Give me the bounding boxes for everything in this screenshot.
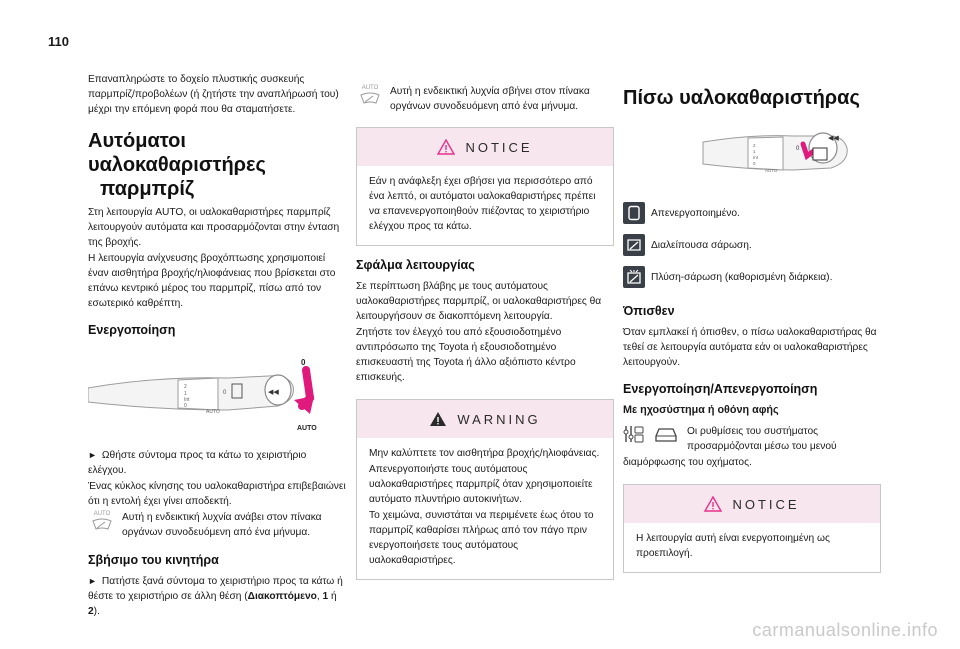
svg-text:◀◀: ◀◀ (268, 389, 279, 396)
rear-wiper-off-icon (623, 202, 645, 224)
notice-header-rear (624, 485, 880, 523)
auto-indicator-off-row (356, 84, 614, 115)
notice-warning-icon (704, 496, 722, 512)
touchscreen-heading: Με ηχοσύστημα ή οθόνη αφής (623, 404, 779, 416)
reverse-heading: Όπισθεν (623, 304, 675, 318)
notice-title-rear: NOTICE (732, 496, 800, 512)
touchscreen-row (623, 424, 881, 455)
warning-box (356, 399, 614, 580)
rear-wiper-stalk-illustration (623, 120, 881, 190)
svg-text:2: 2 (184, 384, 187, 390)
auto-indicator-off-text: Αυτή η ενδεικτική λυχνία σβήνει στον πίνακα οργάνων συνοδευόμενη από ένα μήνυμα. (390, 86, 590, 112)
section-title-rear-wiper: Πίσω υαλοκαθαριστήρας (623, 87, 860, 109)
page-number: 110 (48, 34, 69, 49)
svg-text:0: 0 (223, 390, 227, 396)
activation-confirm-text: Ένας κύκλος κίνησης του υαλοκαθαριστήρα επιβεβαιώνει ότι η εντολή έχει γίνει αποδεκτή. (88, 481, 346, 507)
svg-text:2: 2 (753, 143, 756, 148)
settings-icon (623, 424, 645, 449)
activation-heading: Ενεργοποίηση (88, 323, 176, 337)
warning-header (357, 400, 613, 438)
legend-off-text: Απενεργοποιημένο. (651, 207, 740, 219)
column-right (623, 72, 881, 585)
notice-box (356, 127, 614, 246)
activation-step: ► Ωθήστε σύντομα προς τα κάτω το χειριστήριο ελέγχου. (88, 450, 307, 476)
watermark: carmanualsonline.info (752, 620, 938, 640)
reverse-text: Όταν εμπλακεί ή όπισθεν, ο πίσω υαλοκαθαριστήρας θα τεθεί σε λειτουργία αυτόματα εάν οι υαλοκαθαριστήρες λειτουργούν. (623, 327, 877, 368)
fault-text: Σε περίπτωση βλάβης με τους αυτόματους υαλοκαθαριστήρες παρμπρίζ, οι υαλοκαθαριστήρες θα λειτουργήσουν σε διακοπτόμενη λειτουργία. (356, 281, 602, 322)
warning-text-2: Απενεργοποιήστε τους αυτόματους υαλοκαθαριστήρες παρμπρίζ όταν χρησιμοποιείτε αυτόματο πλυντήριο αυτοκινήτων. (369, 464, 593, 505)
warning-title: WARNING (457, 411, 541, 427)
legend-wash-wipe-text: Πλύση-σάρωση (καθορισμένη διάρκεια). (651, 271, 833, 283)
warning-text-1: Μην καλύπτετε τον αισθητήρα βροχής/ηλιοφάνειας. (369, 448, 600, 459)
notice-warning-icon (437, 139, 455, 155)
notice-header (357, 128, 613, 166)
intro-text: Επαναπληρώστε το δοχείο πλυστικής συσκευής παρμπρίζ/προβολέων (ή ζητήστε την αναπλήρωσή του) μέχρι την επόμενη φορά που θα σταματήσετε. (88, 74, 339, 115)
legend-intermittent (623, 234, 881, 256)
notice-body-rear: Η λειτουργία αυτή είναι ενεργοποιημένη ως προεπιλογή. (636, 533, 830, 559)
rear-wash-wipe-icon (623, 266, 645, 288)
svg-text:1: 1 (184, 391, 187, 397)
rear-wiper-stalk-figure (623, 120, 881, 190)
notice-body: Εάν η ανάφλεξη έχει σβήσει για περισσότερο από ένα λεπτό, οι αυτόματοι υαλοκαθαριστήρες πρέπει να επανενεργοποιηθούν πιέζοντας το χειριστήριο ελέγχου προς τα κάτω. (369, 176, 596, 232)
svg-text:Int: Int (753, 155, 759, 160)
auto-indicator-on-row (88, 510, 346, 541)
engine-off-heading: Σβήσιμο του κινητήρα (88, 553, 219, 567)
engine-off-text: ► Πατήστε ξανά σύντομα το χειριστήριο προς τα κάτω ή θέστε το χειριστήριο σε άλλη θέση (Διακοπτόμενο, 1 ή 2). (88, 576, 343, 617)
wiper-stalk-illustration (88, 348, 346, 436)
car-icon (653, 424, 679, 449)
svg-text:AUTO: AUTO (765, 168, 778, 173)
front-wiper-stalk-figure (88, 348, 346, 436)
warning-triangle-icon (429, 411, 447, 427)
legend-off (623, 202, 881, 224)
svg-text:0: 0 (753, 161, 756, 166)
fault-service-text: Ζητήστε τον έλεγχό του από εξουσιοδοτημένο αντιπρόσωπο της Toyota ή εξουσιοδοτημένο επισκευαστή της Toyota ή άλλο αξιόπιστο κέντρο επισκευής. (356, 327, 576, 383)
touchscreen-text-lead: Οι ρυθμίσεις του συστήματος προσαρμόζονται μέσω του μενού (687, 426, 837, 452)
legend-wash-wipe (623, 266, 881, 288)
fault-heading: Σφάλμα λειτουργίας (356, 258, 475, 272)
auto-indicator-on-text: Αυτή η ενδεικτική λυχνία ανάβει στον πίνακα οργάνων συνοδευόμενη από ένα μήνυμα. (122, 512, 322, 538)
column-left (88, 72, 346, 620)
notice-box-rear (623, 484, 881, 573)
svg-text:◀◀: ◀◀ (828, 135, 839, 142)
rain-sensor-text: Η λειτουργία ανίχνευσης βροχόπτωσης χρησιμοποιεί έναν αισθητήρα βροχής/ηλιοφάνειας που βρίσκεται στο επάνω κεντρικό μέρος του παρμπρίζ, πίσω από τον εσωτερικό καθρέπτη. (88, 253, 336, 309)
touchscreen-text-rest: διαμόρφωσης του οχήματος. (623, 457, 752, 468)
notice-title: NOTICE (465, 139, 533, 155)
svg-text:0: 0 (301, 358, 306, 367)
auto-wiper-indicator-icon: AUTO (88, 510, 116, 530)
toggle-heading: Ενεργοποίηση/Απενεργοποίηση (623, 382, 818, 396)
svg-text:AUTO: AUTO (206, 409, 220, 415)
column-middle (356, 72, 614, 592)
section-title-auto-wipers: Αυτόματοι υαλοκαθαριστήρες παρμπρίζ (88, 130, 266, 200)
svg-text:0: 0 (796, 146, 800, 152)
auto-wiper-indicator-icon: AUTO (356, 84, 384, 104)
svg-text:1: 1 (753, 149, 756, 154)
svg-text:AUTO: AUTO (297, 425, 317, 432)
svg-text:Int: Int (184, 397, 190, 403)
svg-text:0: 0 (184, 403, 187, 409)
legend-intermittent-text: Διαλείπουσα σάρωση. (651, 239, 752, 251)
warning-text-3: Το χειμώνα, συνιστάται να περιμένετε έως ότου το παρμπρίζ καθαρίσει πλήρως από τον πάγο πριν ενεργοποιήσετε τους αυτόματους υαλοκαθαριστήρες. (369, 510, 594, 566)
rear-wiper-intermittent-icon (623, 234, 645, 256)
auto-mode-text: Στη λειτουργία AUTO, οι υαλοκαθαριστήρες παρμπρίζ λειτουργούν αυτόματα και προσαρμόζονται στην ένταση της βροχής. (88, 207, 340, 248)
